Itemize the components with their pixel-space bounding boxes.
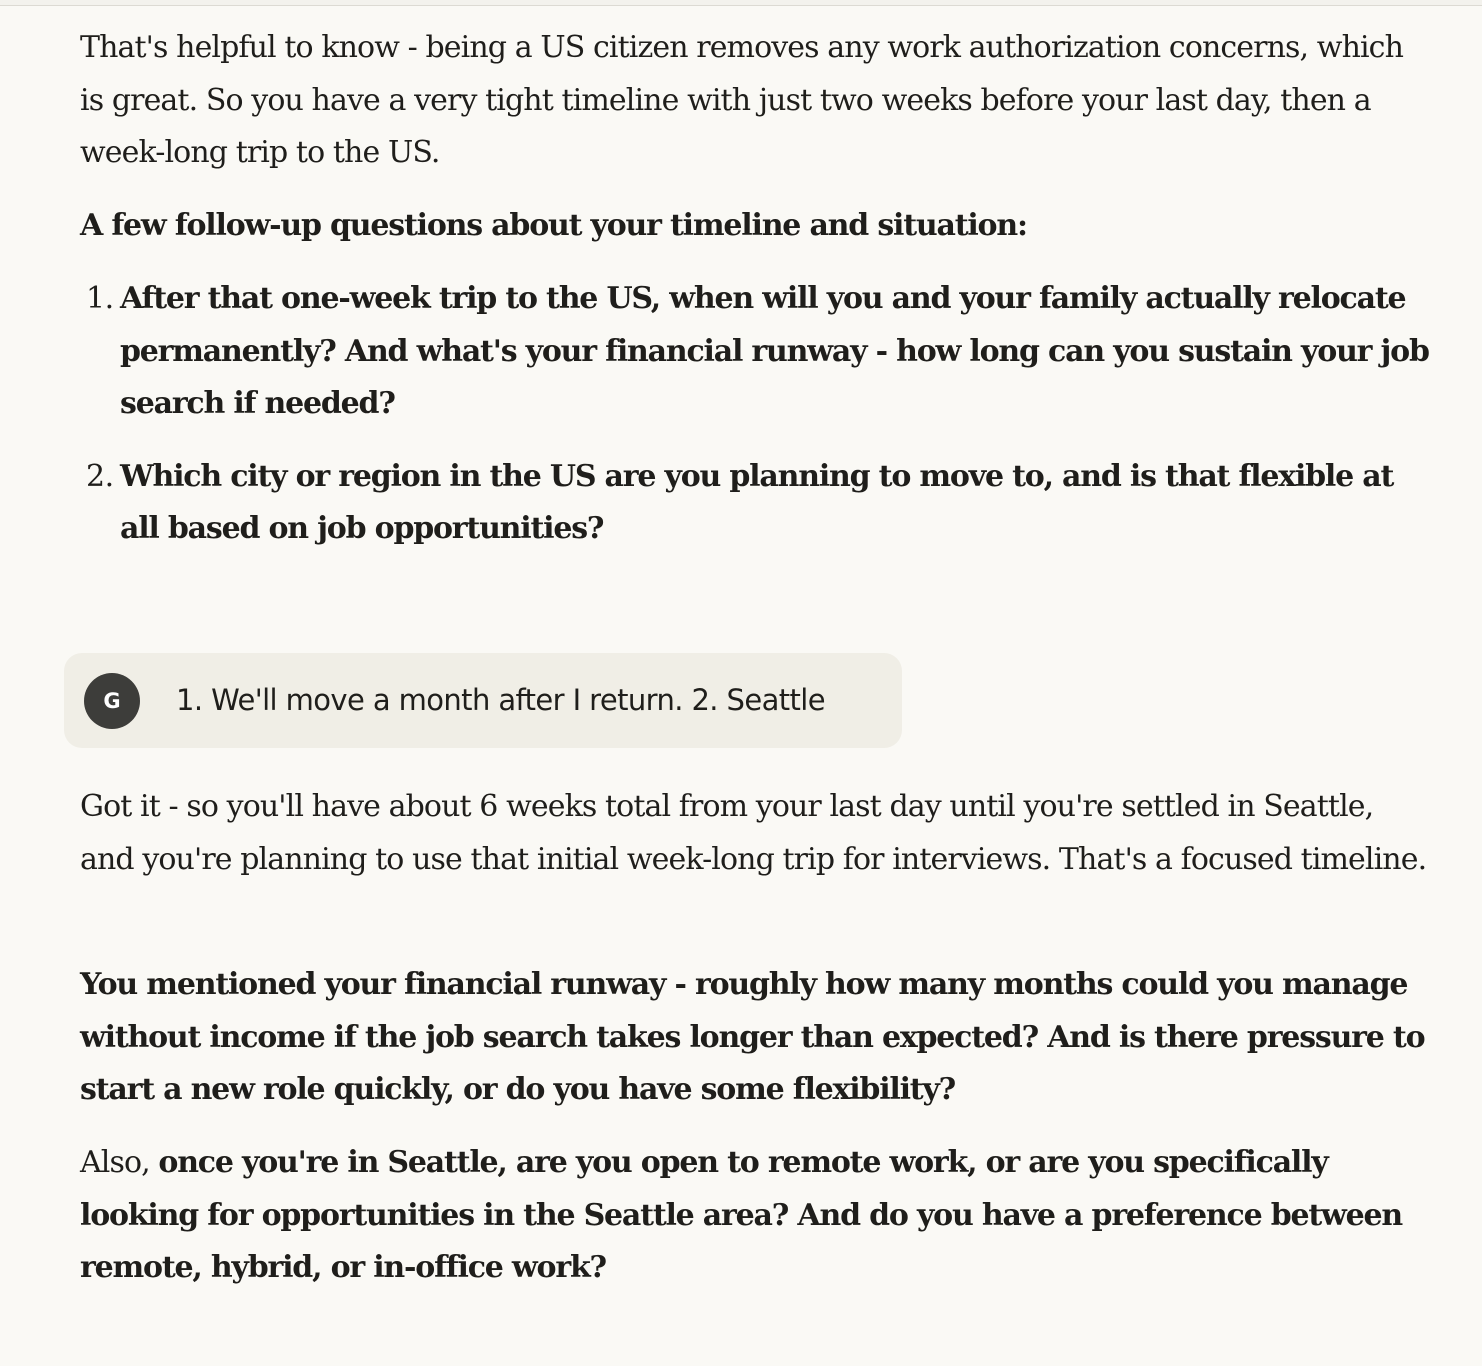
work-preference-paragraph (80, 1137, 1432, 1295)
followup-questions-list (80, 273, 1432, 556)
work-preference-prefix: Also, (80, 1145, 159, 1180)
assistant-intro-paragraph: That's helpful to know - being a US citizen removes any work authorization concerns, which is great. So you have a very tight timeline with just two weeks before your last day, then a week-long trip to the US. (80, 30, 1404, 170)
followup-heading: A few follow-up questions about your timeline and situation: (80, 208, 1027, 243)
list-item-number: 1. (86, 281, 114, 316)
list-item-number: 2. (86, 458, 114, 494)
list-item-text: After that one-week trip to the US, when will you and your family actually relocate permanently? And what's your financial runway - how long can you sustain your job search if needed? (120, 281, 1429, 421)
top-divider (0, 0, 1482, 6)
user-message-bubble (64, 653, 902, 748)
list-item (80, 273, 1432, 431)
work-preference-question: once you're in Seattle, are you open to remote work, or are you specifically looking for opportunities in the Seattle area? And do you have a preference between remote, hybrid, or in-office work? (80, 1145, 1403, 1285)
avatar[interactable]: G (84, 673, 140, 729)
runway-question-paragraph: You mentioned your financial runway - roughly how many months could you manage without income if the job search takes longer than expected? And is there pressure to start a new role quickly, or do you have some flexibility? (80, 967, 1425, 1107)
user-message-text: 1. We'll move a month after I return. 2. Seattle (176, 683, 826, 717)
assistant-summary-paragraph: Got it - so you'll have about 6 weeks total from your last day until you're settled in Seattle, and you're planning to use that initial week-long trip for interviews. That's a focused timeline. (80, 789, 1427, 877)
list-item (80, 451, 1432, 556)
list-item-text: Which city or region in the US are you planning to move to, and is that flexible at all based on job opportunities? (120, 458, 1394, 546)
